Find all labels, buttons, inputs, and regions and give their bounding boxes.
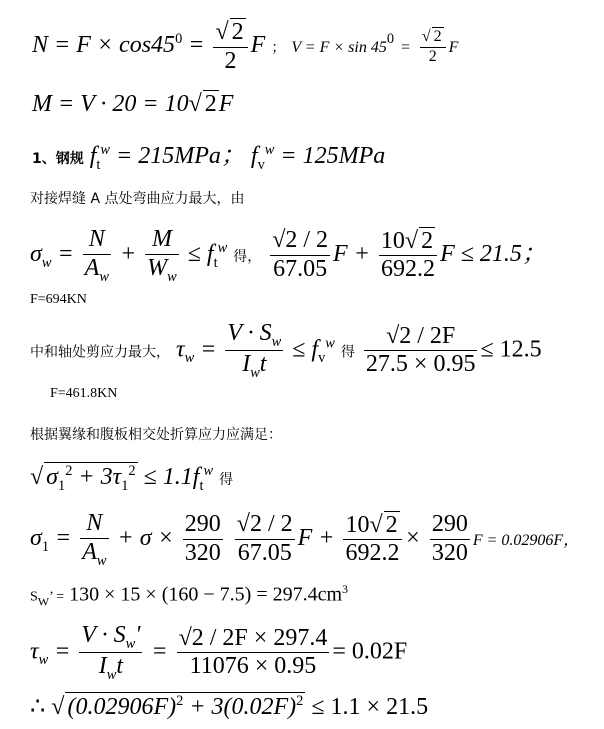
equation-tau-w: 中和轴处剪应力最大， $\tau_w$ = $\frac{V \cdot S_w}{I_wt}$ ≤ $f_v^w$ 得 $\frac{√2 / 2F}{27.5 \times 0.95}$ ≤ 12.5: [30, 320, 542, 382]
fraction: $\frac{290}{320}$: [431, 511, 468, 566]
equation-n-v: $N = F \times \cos 45^0$ = $\frac{√ 2}{2}$ F ； $V = F \times \sin 45^0$ = $\frac{√ 2}{2}$ F: [32, 19, 459, 74]
fraction: $\frac{10√ 2}{692.2}$: [379, 227, 437, 284]
fraction: $\frac{√2 / 2}{67.05}$: [272, 227, 329, 282]
equation-final-check: ∴ √ $(0.02906F)^2 + 3(0.02F)^2 \le 1.1 \times 21.5$: [30, 693, 429, 720]
fraction: $\frac{290}{320}$: [184, 511, 221, 566]
fraction: $\frac{V \cdot S_w}{I_wt}$: [227, 320, 282, 382]
text-line: 根据翼缘和腹板相交处折算应力应满足：: [30, 427, 282, 443]
fraction: $\frac{√ 2}{2}$: [420, 27, 446, 66]
fraction: $\frac{N}{A_w}$: [82, 510, 107, 569]
equation-combined-stress: √ $\sigma_1^2 + 3\tau_1^2 \le 1.1f_t^w$ 得: [30, 463, 234, 494]
result-line: F=694KN: [30, 292, 87, 307]
text-line: 对接焊缝 A 点处弯曲应力最大，由: [30, 191, 245, 207]
equation-m: M = V · 20 = 10√ 2F: [32, 91, 234, 117]
fraction: $\frac{√2 / 2F \times 297.4}{11076 \times 0.95}$: [178, 624, 328, 680]
steel-spec-line: 1、钢规 $f_t^w = 215MPa$； $f_v^w = 125MPa$: [32, 142, 386, 173]
equation-tau-w-2: $\tau_w$ = $\frac{V \cdot S_w'}{I_wt}$ = $\frac{√2 / 2F \times 297.4}{11076 \times 0.95}$ = 0.02F: [30, 622, 408, 684]
fraction: $\frac{V \cdot S_w'}{I_wt}$: [81, 622, 141, 684]
fraction: $\frac{N}{A_w}$: [84, 226, 109, 285]
result-line: F=461.8KN: [50, 386, 118, 401]
equation-sw: $S_W$’ = $130 \times 15 \times (160 - 7.5) = 297.4cm^3$: [30, 582, 349, 609]
fraction: $\frac{√2 / 2F}{27.5 \times 0.95}$: [365, 322, 476, 378]
fraction: $\frac{M}{W_w}$: [147, 226, 177, 285]
fraction: $\frac{√2 / 2}{67.05}$: [236, 511, 293, 566]
fraction: $\frac{√ 2}{2}$: [213, 18, 247, 75]
fraction: $\frac{10√ 2}{692.2}$: [343, 511, 401, 568]
equation-sigma-1: $\sigma_1$ = $\frac{N}{A_w}$ + σ × $\frac{290}{320}$ $\frac{√2 / 2}{67.05}$ F + $\frac{10√ 2}{692.2}$ × $\frac{290}{320}$ F = 0.02906F，: [30, 510, 580, 569]
equation-sigma-w: $\sigma_w$ = $\frac{N}{A_w}$ + $\frac{M}{W_w}$ ≤ $f_t^w$ 得， $\frac{√2 / 2}{67.05}$ F + $\frac{10√ 2}{692.2}$ F ≤ 21.5；: [30, 226, 546, 285]
